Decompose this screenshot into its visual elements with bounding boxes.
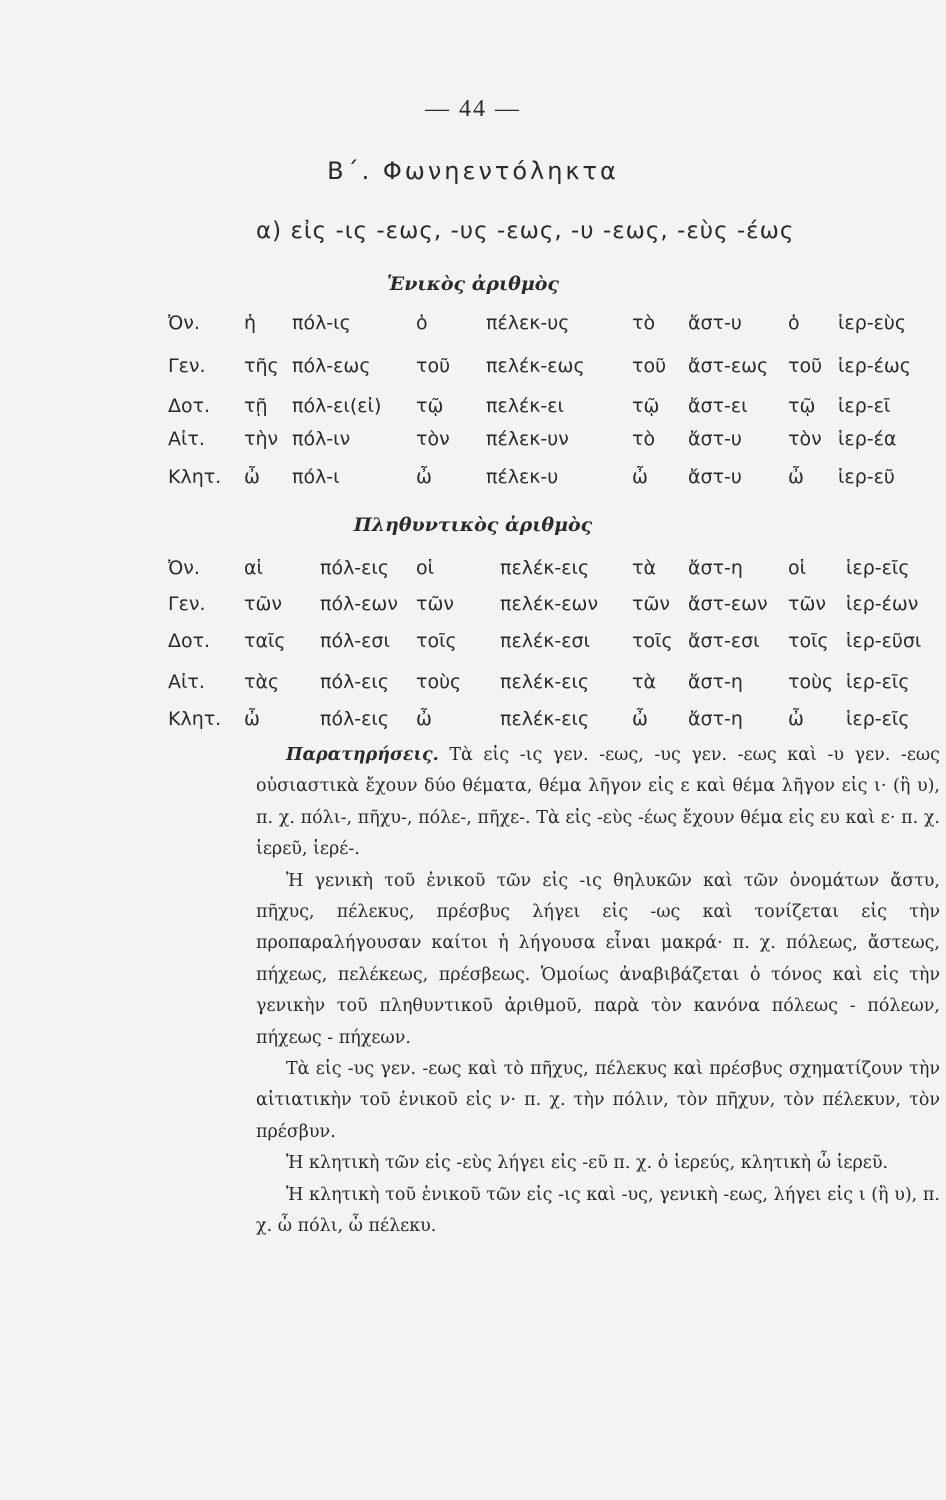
word-polis: πόλ-ει(εἰ) [292,395,382,417]
word-polis: πόλ-ι [292,466,340,488]
word-pelekys: πελέκ-εις [500,671,590,693]
word-asty: ἄστ-εσι [688,630,760,652]
word-pelekys: πελέκ-εσι [500,630,591,652]
article: τὸν [788,428,822,450]
word-asty: ἄστ-η [688,708,743,730]
case-label: Δοτ. [168,630,211,652]
word-pelekys: πελέκ-εων [500,593,599,615]
word-hiereus: ἱερ-εῖ [838,395,891,417]
word-polis: πόλ-ις [292,312,351,334]
plural-row-dative [0,630,946,662]
plural-heading: Πληθυντικὸς ἀριθμὸς [353,514,593,536]
word-pelekys: πελέκ-εις [500,557,590,579]
case-label: Ὀν. [168,557,200,579]
singular-row-nominative [0,312,946,344]
article: τὴν [244,428,279,450]
case-label: Γεν. [168,355,206,377]
word-hiereus: ἱερ-εῦ [838,466,895,488]
article: ἡ [244,312,257,334]
article: ὦ [244,708,260,730]
plural-row-accusative [0,671,946,703]
article: τὸ [632,312,656,334]
singular-heading: Ἑνικὸς ἀριθμὸς [386,273,559,295]
article: ὦ [416,708,432,730]
remarks-paragraph [256,740,940,866]
word-pelekys: πελέκ-εις [500,708,590,730]
article: ὦ [788,466,804,488]
word-hiereus: ἱερ-εῖς [846,708,910,730]
word-pelekys: πελέκ-ει [486,395,564,417]
article: τῶν [244,593,282,615]
word-asty: ἄστ-υ [688,466,742,488]
remarks-text: Τὰ εἰς -ις γεν. -εως, -υς γεν. -εως καὶ -υ γεν. -εως οὐσιαστικὰ ἔχουν δύο θέματα, θέμα λῆγον εἰς ε καὶ θέμα λῆγον εἰς ι· (ἢ υ), π. χ. πόλι-, πῆχυ-, πόλε-, πῆχε-. Τὰ εἰς -εὺς -έως ἔχουν θέμα εἰς ευ καὶ ε· π. χ. ἱερεῦ, ἱερέ-. [256,745,940,860]
remarks-paragraph: Ἡ κλητικὴ τοῦ ἑνικοῦ τῶν εἰς -ις καὶ -υς, γενικὴ -εως, λήγει εἰς ι (ἢ υ), π. χ. ὦ πόλι, ὦ πέλεκυ. [256,1184,940,1237]
word-polis: πόλ-ιν [292,428,351,450]
article: τοὺς [788,671,834,693]
article: τὰ [632,557,656,579]
singular-row-genitive [0,355,946,387]
section-title: Β΄. Φωνηεντόληκτα [327,157,619,185]
article: ὁ [788,312,800,334]
word-pelekys: πέλεκ-υ [486,466,559,488]
article: οἱ [416,557,435,579]
article: τῷ [416,395,444,417]
remarks-paragraph: Τὰ εἰς -υς γεν. -εως καὶ τὸ πῆχυς, πέλεκυς καὶ πρέσβυς σχηματίζουν τὴν αἰτιατικὴν τοῦ ἑνικοῦ εἰς ν· π. χ. τὴν πόλιν, τὸν πῆχυν, τὸν πέλεκυν, τὸν πρέσβυν. [256,1059,940,1142]
case-label: Κλητ. [168,466,222,488]
article: ὦ [416,466,432,488]
article: τοῖς [788,630,829,652]
word-polis: πόλ-εως [292,355,371,377]
remarks-heading: Παρατηρήσεις. [286,745,439,765]
word-polis: πόλ-εις [320,708,390,730]
case-label: Ὀν. [168,312,200,334]
article: τὸ [632,428,656,450]
article: ταῖς [244,630,286,652]
article: τοῖς [416,630,457,652]
article: ὦ [632,708,648,730]
singular-row-vocative [0,466,946,498]
word-asty: ἄστ-εων [688,593,768,615]
article: τὰς [244,671,280,693]
page-number: — 44 — [425,96,521,122]
article: τοῖς [632,630,673,652]
article: τοῦ [788,355,823,377]
word-hiereus: ἱερ-εῖς [846,557,910,579]
word-hiereus: ἱερ-έων [846,593,919,615]
case-label: Δοτ. [168,395,211,417]
article: ὁ [416,312,428,334]
article: τῶν [632,593,670,615]
case-label: Αἰτ. [168,671,205,693]
word-polis: πόλ-εις [320,557,390,579]
word-asty: ἄστ-εως [688,355,769,377]
word-asty: ἄστ-η [688,671,743,693]
article: τῷ [788,395,816,417]
article: τοῦ [416,355,451,377]
word-hiereus: ἱερ-εὺς [838,312,907,334]
plural-row-vocative [0,708,946,740]
subsection-title: α) εἰς -ις -εως, -υς -εως, -υ -εως, -εὺς -έως [256,218,795,244]
article: αἱ [244,557,263,579]
article: ὦ [632,466,648,488]
article: τῆς [244,355,279,377]
remarks-paragraph: Ἡ γενικὴ τοῦ ἑνικοῦ τῶν εἰς -ις θηλυκῶν καὶ τῶν ὀνομάτων ἄστυ, πῆχυς, πέλεκυς, πρέσβυς λήγει εἰς -ως καὶ τονίζεται εἰς τὴν προπαραλήγουσαν καίτοι ἡ λήγουσα εἶναι μακρά· π. χ. πόλεως, ἄστεως, πήχεως, πελέκεως, πρέσβεως. Ὁμοίως ἀναβιβάζεται ὁ τόνος καὶ εἰς τὴν γενικὴν τοῦ πληθυντικοῦ ἀριθμοῦ, παρὰ τὸν κανόνα πόλεως - πόλεων, πήχεως - πήχεων. [256,870,940,1048]
article: τοῦ [632,355,667,377]
plural-row-nominative [0,557,946,589]
word-pelekys: πελέκ-εως [486,355,585,377]
plural-row-genitive [0,593,946,625]
article: τῶν [788,593,826,615]
article: ὦ [788,708,804,730]
word-hiereus: ἱερ-εῦσι [846,630,922,652]
case-label: Αἰτ. [168,428,205,450]
case-label: Κλητ. [168,708,222,730]
word-polis: πόλ-εσι [320,630,390,652]
article: τῷ [632,395,660,417]
singular-row-dative [0,395,946,427]
word-asty: ἄστ-υ [688,312,742,334]
article: τὸν [416,428,450,450]
article: τῇ [244,395,268,417]
word-asty: ἄστ-η [688,557,743,579]
word-hiereus: ἱερ-έως [838,355,911,377]
remarks-section [256,740,940,1243]
case-label: Γεν. [168,593,206,615]
word-asty: ἄστ-υ [688,428,742,450]
remarks-paragraph: Ἡ κλητικὴ τῶν εἰς -εὺς λήγει εἰς -εῦ π. χ. ὁ ἱερεύς, κλητικὴ ὦ ἱερεῦ. [286,1153,889,1174]
word-polis: πόλ-εις [320,671,390,693]
article: τῶν [416,593,454,615]
word-hiereus: ἱερ-έα [838,428,897,450]
article: οἱ [788,557,807,579]
singular-row-accusative [0,428,946,460]
article: τοὺς [416,671,462,693]
word-polis: πόλ-εων [320,593,398,615]
word-pelekys: πέλεκ-υς [486,312,570,334]
word-hiereus: ἱερ-εῖς [846,671,910,693]
article: τὰ [632,671,656,693]
word-pelekys: πέλεκ-υν [486,428,569,450]
article: ὦ [244,466,260,488]
word-asty: ἄστ-ει [688,395,748,417]
